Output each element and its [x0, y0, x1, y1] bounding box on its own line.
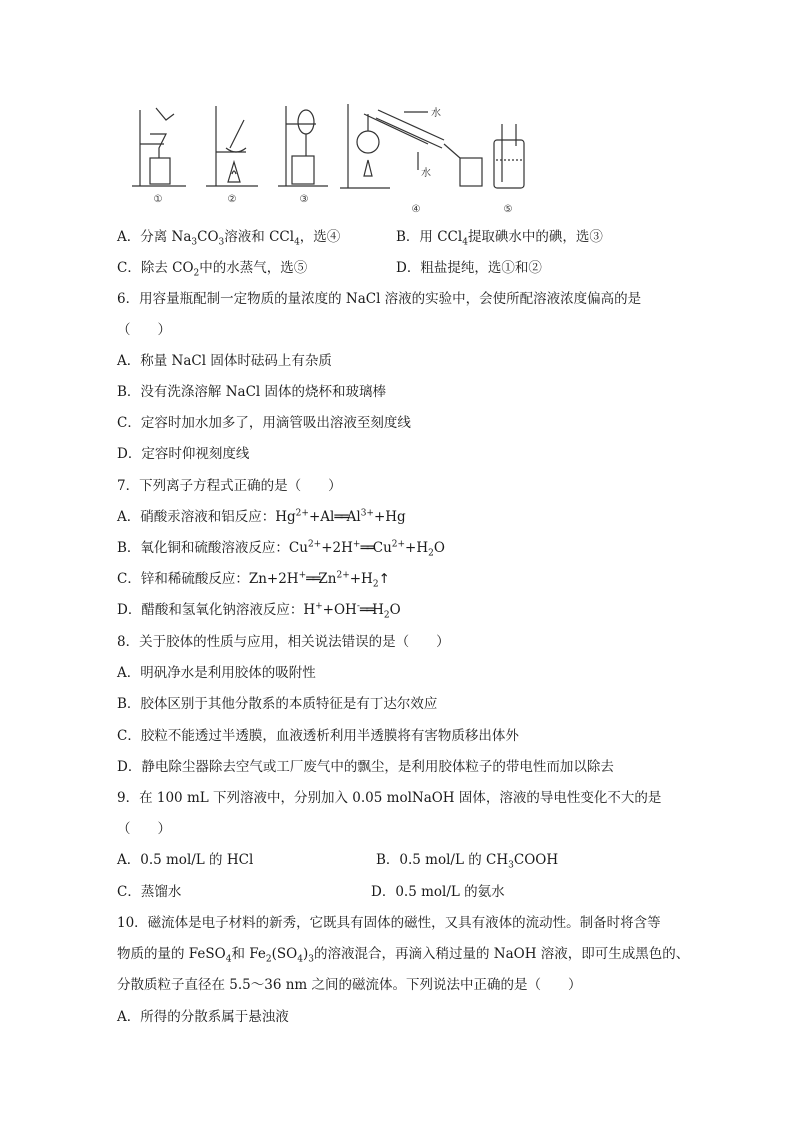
q7-option-a: A．硝酸汞溶液和铝反应：$Hg^{2+}+Al══Al^{3+}+Hg$ [117, 508, 406, 525]
figure-label-water-out: 水 [431, 108, 441, 119]
figure-label-water-in: 水 [421, 168, 431, 179]
q8-option-a: A．明矾净水是利用胶体的吸附性 [117, 665, 316, 681]
q5-option-d: D．粗盐提纯，选①和② [396, 260, 542, 276]
q5-option-b: B．用 CCl$_4$提取碘水中的碘，选③ [396, 229, 603, 248]
q7-stem: 7．下列离子方程式正确的是（ ） [117, 478, 342, 494]
figure-label-1: ① [153, 194, 163, 205]
q5-option-c: C．除去 $CO_2$中的水蒸气，选⑤ [117, 260, 308, 279]
q6-option-a: A．称量 NaCl 固体时砝码上有杂质 [117, 353, 332, 369]
q5-option-a: A．分离 $Na_3CO_3$溶液和 CCl$_4$，选④ [117, 229, 341, 248]
q9-option-b: B．0.5 mol/L 的 $CH_3COOH$ [376, 852, 559, 871]
q8-option-b: B．胶体区别于其他分散系的本质特征是有丁达尔效应 [117, 696, 438, 712]
q8-option-d: D．静电除尘器除去空气或工厂废气中的飘尘，是利用胶体粒子的带电性而加以除去 [117, 759, 614, 775]
apparatus-3-separatory-funnel [278, 106, 328, 186]
figure-label-3: ③ [299, 194, 309, 205]
apparatus-1-filtration [132, 108, 186, 186]
q6-stem: 6．用容量瓶配制一定物质的量浓度的 NaCl 溶液的实验中，会使所配溶液浓度偏高的是 [117, 291, 642, 307]
q6-option-d: D．定容时仰视刻度线 [117, 446, 250, 462]
apparatus-2-evaporation [206, 106, 258, 186]
q9-option-a: A．0.5 mol/L 的 HCl [117, 852, 254, 868]
q10-stem-line-2: 物质的量的 FeSO$_4$和 $Fe_2(SO_4)_3$的溶液混合，再滴入稍过量的 NaOH 溶液，即可生成黑色的、 [117, 946, 690, 965]
q7-option-c: C．锌和稀硫酸反应：$Zn+2H^+══Zn^{2+}+H_2↑$ [117, 570, 390, 590]
q10-stem-line-3: 分散质粒子直径在 5.5～36 nm 之间的磁流体。下列说法中正确的是（ ） [117, 977, 582, 993]
q6-option-c: C．定容时加水加多了，用滴管吸出溶液至刻度线 [117, 415, 411, 431]
figure-label-5: ⑤ [503, 204, 513, 215]
q8-stem: 8．关于胶体的性质与应用，相关说法错误的是（ ） [117, 634, 450, 650]
q8-option-c: C．胶粒不能透过半透膜，血液透析利用半透膜将有害物质移出体外 [117, 728, 519, 744]
q9-option-d: D．0.5 mol/L 的氨水 [371, 884, 505, 900]
apparatus-5-gas-washing-bottle [494, 124, 524, 188]
figure-label-4: ④ [411, 204, 421, 215]
figure-label-2: ② [227, 194, 237, 205]
q6-stem-blank: （ ） [117, 322, 171, 338]
q10-option-a: A．所得的分散系属于悬浊液 [117, 1009, 289, 1025]
q7-option-d: D．醋酸和氢氧化钠溶液反应：$H^++OH^-══H_2O$ [117, 601, 401, 621]
apparatus-4-distillation [340, 104, 482, 188]
lab-apparatus-figure [128, 100, 528, 218]
q9-stem-blank: （ ） [117, 821, 171, 837]
q10-stem-line-1: 10．磁流体是电子材料的新秀，它既具有固体的磁性，又具有液体的流动性。制备时将含等 [117, 915, 661, 931]
q9-option-c: C．蒸馏水 [117, 884, 182, 900]
q6-option-b: B．没有洗涤溶解 NaCl 固体的烧杯和玻璃棒 [117, 384, 387, 400]
q7-option-b: B．氧化铜和硫酸溶液反应：$Cu^{2+}+2H^+══Cu^{2+}+H_2O$ [117, 539, 445, 559]
q9-stem: 9．在 100 mL 下列溶液中，分别加入 0.05 molNaOH 固体，溶液的导电性变化不大的是 [117, 790, 662, 806]
